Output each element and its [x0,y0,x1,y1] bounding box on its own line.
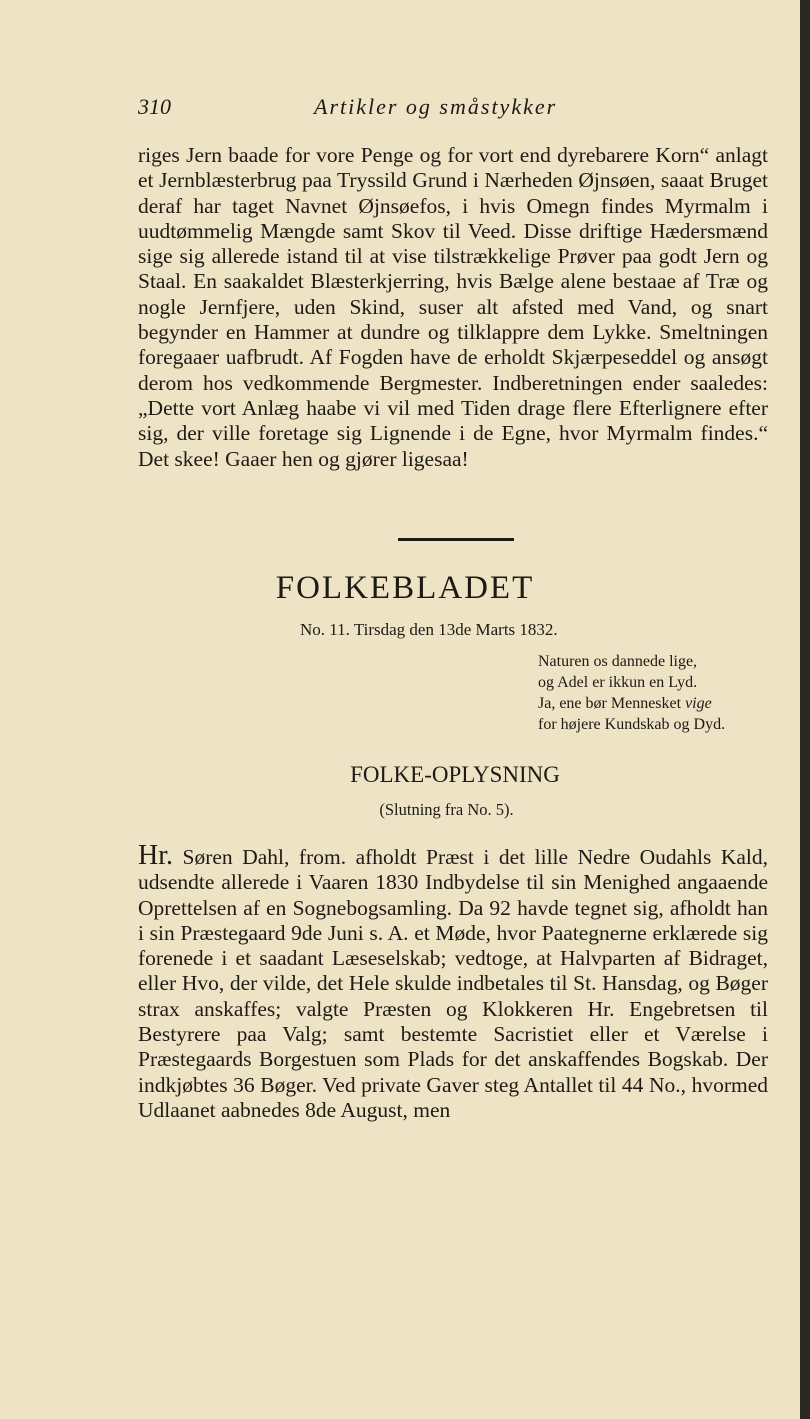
motto-line: for højere Kundskab og Dyd. [538,716,726,733]
section-divider [398,538,514,541]
page-header [138,94,768,124]
page-edge [800,0,810,1419]
lead-word: Hr. [138,840,173,871]
motto-line: Naturen os dannede lige, [538,653,698,670]
running-head: Artikler og småstykker [314,94,558,119]
motto-emphasis: vige [685,695,712,712]
article-paragraph: riges Jern baade for vore Penge og for vort end dyrebarere Korn“ anlagt et Jernblæsterbrug paa Tryssild Grund i Nærheden Øjnsøen, saaat Bruget deraf har taget Navnet Øjnsøefos, i hvis Omegn findes Myrmalm i uudtømmelig Mængde samt Skov til Veed. Disse driftige Hædersmænd sige sig allerede istand til at vise tilstrækkelige Prøver paa godt Jern og Staal. En saakaldet Blæsterkjerring, hvis Bælge alene bestaae af Træ og nogle Jernfjere, uden Skind, suser alt afsted med Vand, og snart begynder en Hammer at dundre og tilklappre dem Lykke. Smeltningen foregaaer uafbrudt. Af Fogden have de erholdt Skjærpeseddel og ansøgt derom hos vedkommende Bergmester. Indberetningen ender saaledes: „Dette vort Anlæg haabe vi vil med Tiden drage flere Efterlignere efter sig, der ville foretage sig Lignende i de Egne, hvor Myrmalm findes.“ Det skee! Gaaer hen og gjører ligesaa! [138,143,768,471]
section-heading: FOLKE-OPLYSNING [350,762,560,787]
motto-line [538,693,778,714]
newspaper-title: FOLKEBLADET [275,570,535,606]
motto-verse [538,651,778,735]
issue-line: No. 11. Tirsdag den 13de Marts 1832. [300,620,558,639]
motto-text: Ja, ene bør Mennesket [538,695,686,712]
body-paragraph [138,840,768,1123]
page-number: 310 [138,94,171,119]
motto-line: og Adel er ikkun en Lyd. [538,674,698,691]
continuation-note: (Slutning fra No. 5). [379,800,514,819]
body-text: Søren Dahl, from. afholdt Præst i det lille Nedre Oudahls Kald, udsendte allerede i Vaaren 1830 Indbydelse til sin Menighed angaaende Oprettelsen af en Sognebogsamling. Da 92 havde tegnet sig, afholdt han i sin Præstegaard 9de Juni s. A. et Møde, hvor Paategnerne erklærede sig forenede i et saadant Læseselskab; vedtoge, at Halvparten af Bidraget, eller Hvo, der vilde, det Hele skulde indbetales til St. Hansdag, og Bøger strax anskaffes; valgte Præsten og Klokkeren Hr. Engebretsen til Bestyrere paa Valg; samt bestemte Sacristiet eller et Værelse i Præstegaards Borgestuen som Plads for det anskaffendes Bogskab. Der indkjøbtes 36 Bøger. Ved private Gaver steg Antallet til 44 No., hvormed Udlaanet aabnedes 8de August, men [138,845,768,1122]
